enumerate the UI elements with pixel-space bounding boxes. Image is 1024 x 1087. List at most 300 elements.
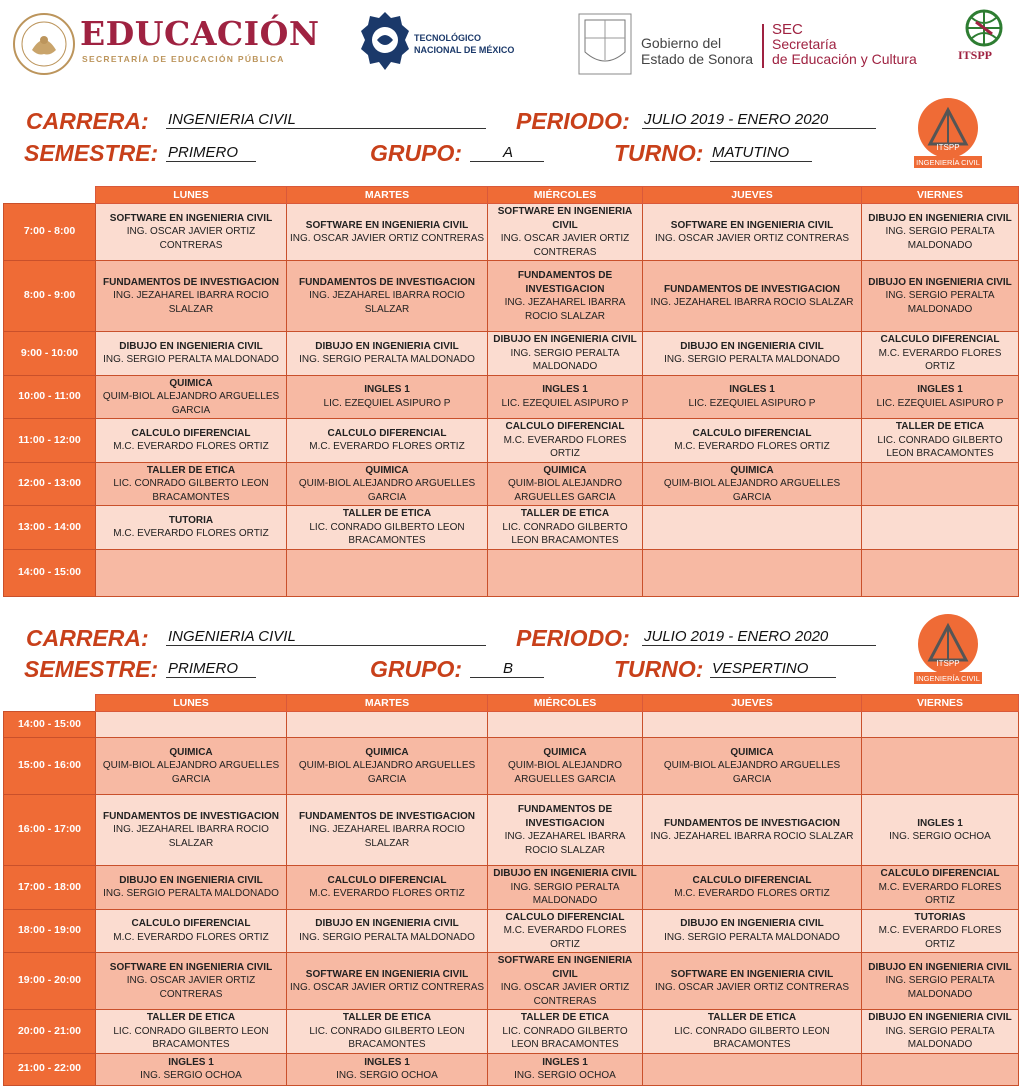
class-cell [643, 375, 862, 419]
civil-logo-text: ITSPP [936, 143, 960, 152]
teacher-name: ING. JEZAHAREL IBARRA ROCIO SLALZAR [113, 290, 269, 315]
class-cell [643, 1053, 862, 1085]
teacher-name: M.C. EVERARDO FLORES ORTIZ [503, 925, 627, 950]
teacher-name: LIC. CONRADO GILBERTO LEON BRACAMONTES [502, 1025, 628, 1050]
teacher-name: ING. SERGIO PERALTA MALDONADO [103, 354, 279, 366]
subject-name: CALCULO DIFERENCIAL [327, 874, 447, 886]
tecnm-name [414, 32, 514, 56]
teacher-name: LIC. CONRADO GILBERTO LEON BRACAMONTES [674, 1025, 830, 1050]
tecnm-gear-icon [360, 10, 410, 76]
sonora-shield-icon [577, 12, 633, 76]
teacher-name: ING. JEZAHAREL IBARRA ROCIO SLALZAR [309, 824, 465, 849]
schedule-table-group-b [3, 694, 1019, 1086]
semestre-label: SEMESTRE: [24, 140, 159, 166]
class-cell [488, 375, 643, 419]
class-cell [488, 712, 643, 738]
civil-logo-text: ITSPP [936, 659, 960, 668]
corner-cell [4, 187, 96, 204]
teacher-name: M.C. EVERARDO FLORES ORTIZ [113, 441, 269, 453]
subject-name: INGLES 1 [364, 384, 410, 396]
class-cell [643, 909, 862, 953]
sec-title: SEC [772, 21, 803, 38]
subject-name: TUTORIA [168, 514, 214, 526]
teacher-name: ING. SERGIO OCHOA [140, 1070, 242, 1081]
civil-logo-caption: INGENIERÍA CIVIL [916, 158, 980, 167]
class-cell [96, 332, 287, 376]
class-cell [862, 506, 1019, 550]
subject-name: DIBUJO EN INGENIERIA CIVIL [680, 918, 824, 930]
schedule-row [4, 419, 1019, 463]
teacher-name: M.C. EVERARDO FLORES ORTIZ [309, 888, 465, 900]
subject-name: SOFTWARE EN INGENIERIA CIVIL [497, 955, 633, 980]
teacher-name: ING. OSCAR JAVIER ORTIZ CONTRERAS [289, 982, 485, 993]
subject-name: DIBUJO EN INGENIERIA CIVIL [119, 340, 263, 352]
teacher-name: M.C. EVERARDO FLORES ORTIZ [878, 925, 1002, 950]
day-header: MARTES [287, 695, 488, 712]
day-header-row [4, 187, 1019, 204]
teacher-name: ING. SERGIO PERALTA MALDONADO [885, 1025, 995, 1050]
subject-name: FUNDAMENTOS DE INVESTIGACION [664, 283, 840, 295]
class-cell [488, 506, 643, 550]
semestre-label: SEMESTRE: [24, 656, 159, 682]
class-cell [287, 549, 488, 596]
day-header: JUEVES [643, 695, 862, 712]
time-slot: 10:00 - 11:00 [4, 375, 96, 419]
schedule-row [4, 204, 1019, 261]
time-slot: 18:00 - 19:00 [4, 909, 96, 953]
time-slot: 12:00 - 13:00 [4, 462, 96, 506]
grupo-label: GRUPO: [370, 140, 462, 166]
class-cell [96, 712, 287, 738]
time-slot: 14:00 - 15:00 [4, 549, 96, 596]
sec-line2: de Educación y Cultura [772, 51, 917, 67]
subject-name: FUNDAMENTOS DE INVESTIGACION [299, 810, 475, 822]
grupo-value: A [470, 144, 544, 162]
time-slot: 7:00 - 8:00 [4, 204, 96, 261]
schedule-row [4, 332, 1019, 376]
teacher-name: M.C. EVERARDO FLORES ORTIZ [113, 528, 269, 540]
itspp-globe-icon [962, 8, 1006, 48]
teacher-name: QUIM-BIOL ALEJANDRO ARGUELLES GARCIA [663, 760, 841, 785]
time-slot: 21:00 - 22:00 [4, 1053, 96, 1085]
teacher-name: ING. SERGIO OCHOA [889, 831, 991, 842]
time-slot: 19:00 - 20:00 [4, 953, 96, 1010]
sonora-line2: Estado de Sonora [641, 51, 754, 67]
subject-name: TALLER DE ETICA [146, 1012, 236, 1023]
subject-name: SOFTWARE EN INGENIERIA CIVIL [109, 212, 273, 224]
class-cell [287, 738, 488, 795]
subject-name: CALCULO DIFERENCIAL [692, 427, 812, 439]
teacher-name: ING. OSCAR JAVIER ORTIZ CONTRERAS [500, 233, 630, 258]
subject-name: INGLES 1 [917, 384, 963, 396]
class-cell [287, 332, 488, 376]
subject-name: CALCULO DIFERENCIAL [131, 427, 251, 439]
subject-name: QUIMICA [730, 464, 774, 476]
time-slot: 8:00 - 9:00 [4, 261, 96, 332]
schedule-row [4, 909, 1019, 953]
class-cell [643, 261, 862, 332]
tecnm-line1: TECNOLÓGICO [414, 33, 481, 43]
time-slot: 11:00 - 12:00 [4, 419, 96, 463]
carrera-label: CARRERA: [26, 625, 149, 651]
teacher-name: ING. SERGIO PERALTA MALDONADO [664, 354, 840, 366]
teacher-name: M.C. EVERARDO FLORES ORTIZ [113, 931, 269, 943]
class-cell [643, 506, 862, 550]
subject-name: INGLES 1 [168, 1056, 214, 1068]
teacher-name: ING. SERGIO PERALTA MALDONADO [885, 226, 995, 251]
time-slot: 13:00 - 14:00 [4, 506, 96, 550]
schedule-row [4, 549, 1019, 596]
class-cell [488, 549, 643, 596]
schedule-row [4, 261, 1019, 332]
class-cell [643, 204, 862, 261]
class-cell [287, 204, 488, 261]
sonora-name [641, 35, 753, 67]
subject-name: FUNDAMENTOS DE INVESTIGACION [299, 276, 475, 288]
teacher-name: LIC. CONRADO GILBERTO LEON BRACAMONTES [309, 521, 465, 546]
class-cell [96, 419, 287, 463]
teacher-name: ING. SERGIO PERALTA MALDONADO [510, 881, 620, 906]
semestre-value: PRIMERO [166, 144, 256, 162]
subject-name: DIBUJO EN INGENIERIA CIVIL [680, 340, 824, 352]
class-cell [488, 204, 643, 261]
day-header: MIÉRCOLES [488, 695, 643, 712]
civil-logo-caption: INGENIERÍA CIVIL [916, 674, 980, 683]
class-cell [862, 419, 1019, 463]
class-cell [287, 953, 488, 1010]
teacher-name: M.C. EVERARDO FLORES ORTIZ [309, 441, 465, 453]
subject-name: TALLER DE ETICA [342, 1012, 432, 1023]
subject-name: QUIMICA [365, 746, 409, 758]
class-cell [643, 462, 862, 506]
subject-name: SOFTWARE EN INGENIERIA CIVIL [670, 968, 834, 980]
teacher-name: QUIM-BIOL ALEJANDRO ARGUELLES GARCIA [102, 760, 280, 785]
subject-name: QUIMICA [543, 464, 587, 476]
day-header: LUNES [96, 695, 287, 712]
teacher-name: M.C. EVERARDO FLORES ORTIZ [503, 434, 627, 459]
turno-value: VESPERTINO [710, 660, 836, 678]
subject-name: TALLER DE ETICA [520, 1012, 610, 1023]
class-cell [862, 332, 1019, 376]
teacher-name: LIC. EZEQUIEL ASIPURO P [876, 397, 1004, 409]
class-cell [488, 866, 643, 910]
teacher-name: ING. SERGIO PERALTA MALDONADO [885, 975, 995, 1000]
mexico-seal-icon [12, 12, 76, 76]
carrera-value: INGENIERIA CIVIL [166, 628, 486, 646]
class-cell [862, 261, 1019, 332]
class-cell [488, 462, 643, 506]
class-cell [488, 1053, 643, 1085]
subject-name: TUTORIAS [914, 911, 966, 923]
subject-name: QUIMICA [730, 746, 774, 758]
subject-name: INGLES 1 [542, 1056, 588, 1068]
teacher-name: ING. OSCAR JAVIER ORTIZ CONTRERAS [500, 982, 630, 1007]
class-cell [287, 1010, 488, 1054]
teacher-name: M.C. EVERARDO FLORES ORTIZ [878, 881, 1002, 906]
teacher-name: M.C. EVERARDO FLORES ORTIZ [674, 888, 830, 900]
teacher-name: ING. OSCAR JAVIER ORTIZ CONTRERAS [126, 226, 256, 251]
turno-label: TURNO: [614, 140, 704, 166]
class-cell [488, 332, 643, 376]
class-cell [96, 204, 287, 261]
teacher-name: QUIM-BIOL ALEJANDRO ARGUELLES GARCIA [507, 760, 623, 785]
class-cell [643, 332, 862, 376]
subject-name: CALCULO DIFERENCIAL [505, 911, 625, 923]
class-cell [488, 953, 643, 1010]
class-cell [488, 1010, 643, 1054]
subject-name: QUIMICA [543, 746, 587, 758]
time-slot: 16:00 - 17:00 [4, 795, 96, 866]
subject-name: DIBUJO EN INGENIERIA CIVIL [868, 276, 1012, 288]
sec-line1: Secretaría [772, 36, 837, 52]
subject-name: INGLES 1 [917, 817, 963, 829]
class-cell [96, 375, 287, 419]
subject-name: INGLES 1 [542, 384, 588, 396]
teacher-name: ING. OSCAR JAVIER ORTIZ CONTRERAS [654, 982, 850, 993]
class-cell [96, 866, 287, 910]
subject-name: CALCULO DIFERENCIAL [131, 918, 251, 930]
day-header: MARTES [287, 187, 488, 204]
teacher-name: ING. JEZAHAREL IBARRA ROCIO SLALZAR [650, 831, 854, 842]
subject-name: TALLER DE ETICA [146, 464, 236, 476]
class-cell [287, 375, 488, 419]
class-cell [488, 419, 643, 463]
day-header: JUEVES [643, 187, 862, 204]
class-cell [643, 1010, 862, 1054]
periodo-label: PERIODO: [516, 108, 630, 134]
class-cell [287, 909, 488, 953]
subject-name: FUNDAMENTOS DE INVESTIGACION [517, 804, 613, 829]
class-cell [96, 795, 287, 866]
teacher-name: QUIM-BIOL ALEJANDRO ARGUELLES GARCIA [298, 478, 476, 503]
corner-cell [4, 695, 96, 712]
class-cell [96, 953, 287, 1010]
teacher-name: ING. JEZAHAREL IBARRA ROCIO SLALZAR [113, 824, 269, 849]
educacion-wordmark: EDUCACIÓN [80, 14, 320, 53]
teacher-name: QUIM-BIOL ALEJANDRO ARGUELLES GARCIA [507, 478, 623, 503]
class-cell [862, 1053, 1019, 1085]
day-header: MIÉRCOLES [488, 187, 643, 204]
teacher-name: ING. JEZAHAREL IBARRA ROCIO SLALZAR [650, 297, 854, 308]
class-cell [643, 419, 862, 463]
teacher-name: LIC. CONRADO GILBERTO LEON BRACAMONTES [309, 1025, 465, 1050]
subject-name: TALLER DE ETICA [520, 508, 610, 519]
teacher-name: ING. SERGIO PERALTA MALDONADO [664, 931, 840, 943]
carrera-value: INGENIERIA CIVIL [166, 111, 486, 129]
class-cell [862, 1010, 1019, 1054]
subject-name: SOFTWARE EN INGENIERIA CIVIL [305, 219, 469, 231]
time-slot: 9:00 - 10:00 [4, 332, 96, 376]
sec-divider [762, 24, 764, 68]
subject-name: CALCULO DIFERENCIAL [880, 334, 1000, 345]
class-cell [287, 795, 488, 866]
carrera-label: CARRERA: [26, 108, 149, 134]
schedule-row [4, 506, 1019, 550]
grupo-value: B [470, 660, 544, 678]
class-cell [643, 712, 862, 738]
teacher-name: ING. SERGIO PERALTA MALDONADO [885, 290, 995, 315]
class-cell [96, 462, 287, 506]
class-cell [643, 738, 862, 795]
teacher-name: QUIM-BIOL ALEJANDRO ARGUELLES GARCIA [102, 391, 280, 416]
subject-name: SOFTWARE EN INGENIERIA CIVIL [497, 206, 633, 231]
teacher-name: ING. SERGIO PERALTA MALDONADO [299, 354, 475, 366]
class-cell [488, 738, 643, 795]
schedule-row [4, 712, 1019, 738]
class-cell [862, 712, 1019, 738]
teacher-name: LIC. CONRADO GILBERTO LEON BRACAMONTES [113, 478, 269, 503]
civil-engineering-logo-icon [910, 96, 986, 170]
subject-name: QUIMICA [169, 377, 213, 389]
subject-name: CALCULO DIFERENCIAL [505, 421, 625, 432]
class-cell [287, 506, 488, 550]
logo-banner [0, 0, 1024, 88]
day-header-row [4, 695, 1019, 712]
class-cell [862, 549, 1019, 596]
class-cell [287, 1053, 488, 1085]
class-cell [287, 261, 488, 332]
subject-name: INGLES 1 [364, 1056, 410, 1068]
subject-name: CALCULO DIFERENCIAL [327, 427, 447, 439]
subject-name: DIBUJO EN INGENIERIA CIVIL [119, 874, 263, 886]
sec-name [772, 22, 917, 67]
teacher-name: ING. OSCAR JAVIER ORTIZ CONTRERAS [126, 975, 256, 1000]
schedule-row [4, 953, 1019, 1010]
subject-name: FUNDAMENTOS DE INVESTIGACION [103, 276, 279, 288]
class-cell [96, 506, 287, 550]
class-cell [862, 909, 1019, 953]
schedule-row [4, 738, 1019, 795]
class-cell [862, 738, 1019, 795]
teacher-name: QUIM-BIOL ALEJANDRO ARGUELLES GARCIA [298, 760, 476, 785]
periodo-label: PERIODO: [516, 625, 630, 651]
teacher-name: ING. JEZAHAREL IBARRA ROCIO SLALZAR [504, 297, 626, 322]
time-slot: 14:00 - 15:00 [4, 712, 96, 738]
subject-name: CALCULO DIFERENCIAL [880, 868, 1000, 879]
class-cell [643, 953, 862, 1010]
day-header: LUNES [96, 187, 287, 204]
teacher-name: LIC. CONRADO GILBERTO LEON BRACAMONTES [502, 521, 628, 546]
class-cell [488, 261, 643, 332]
civil-engineering-logo-icon [910, 612, 986, 686]
class-cell [96, 738, 287, 795]
time-slot: 15:00 - 16:00 [4, 738, 96, 795]
subject-name: QUIMICA [365, 464, 409, 476]
schedule-row [4, 795, 1019, 866]
subject-name: SOFTWARE EN INGENIERIA CIVIL [670, 219, 834, 231]
time-slot: 17:00 - 18:00 [4, 866, 96, 910]
subject-name: DIBUJO EN INGENIERIA CIVIL [868, 961, 1012, 973]
schedule-row [4, 1053, 1019, 1085]
schedule-row [4, 375, 1019, 419]
sep-subtitle: SECRETARÍA DE EDUCACIÓN PÚBLICA [82, 54, 285, 64]
class-cell [862, 204, 1019, 261]
teacher-name: QUIM-BIOL ALEJANDRO ARGUELLES GARCIA [663, 478, 841, 503]
sonora-line1: Gobierno del [641, 35, 722, 51]
subject-name: DIBUJO EN INGENIERIA CIVIL [315, 918, 459, 930]
subject-name: TALLER DE ETICA [895, 421, 985, 432]
class-cell [96, 549, 287, 596]
subject-name: QUIMICA [169, 746, 213, 758]
time-slot: 20:00 - 21:00 [4, 1010, 96, 1054]
subject-name: FUNDAMENTOS DE INVESTIGACION [103, 810, 279, 822]
periodo-value: JULIO 2019 - ENERO 2020 [642, 628, 876, 646]
class-cell [96, 1053, 287, 1085]
day-header: VIERNES [862, 695, 1019, 712]
class-cell [488, 909, 643, 953]
teacher-name: ING. JEZAHAREL IBARRA ROCIO SLALZAR [309, 290, 465, 315]
teacher-name: ING. OSCAR JAVIER ORTIZ CONTRERAS [289, 233, 485, 244]
teacher-name: ING. OSCAR JAVIER ORTIZ CONTRERAS [654, 233, 850, 244]
grupo-label: GRUPO: [370, 656, 462, 682]
teacher-name: ING. SERGIO PERALTA MALDONADO [510, 347, 620, 372]
class-cell [287, 712, 488, 738]
class-cell [287, 866, 488, 910]
periodo-value: JULIO 2019 - ENERO 2020 [642, 111, 876, 129]
subject-name: CALCULO DIFERENCIAL [692, 874, 812, 886]
class-cell [287, 462, 488, 506]
class-cell [643, 549, 862, 596]
class-cell [96, 1010, 287, 1054]
subject-name: DIBUJO EN INGENIERIA CIVIL [493, 868, 637, 879]
class-cell [643, 866, 862, 910]
class-cell [862, 375, 1019, 419]
subject-name: DIBUJO EN INGENIERIA CIVIL [493, 334, 637, 345]
teacher-name: M.C. EVERARDO FLORES ORTIZ [674, 441, 830, 453]
teacher-name: LIC. EZEQUIEL ASIPURO P [501, 397, 629, 409]
schedule-row [4, 462, 1019, 506]
class-cell [643, 795, 862, 866]
subject-name: DIBUJO EN INGENIERIA CIVIL [868, 212, 1012, 224]
teacher-name: ING. JEZAHAREL IBARRA ROCIO SLALZAR [504, 831, 626, 856]
class-cell [862, 462, 1019, 506]
day-header: VIERNES [862, 187, 1019, 204]
subject-name: SOFTWARE EN INGENIERIA CIVIL [109, 961, 273, 973]
class-cell [862, 953, 1019, 1010]
class-cell [862, 795, 1019, 866]
tecnm-line2: NACIONAL DE MÉXICO [414, 45, 515, 55]
subject-name: DIBUJO EN INGENIERIA CIVIL [315, 340, 459, 352]
subject-name: TALLER DE ETICA [342, 508, 432, 519]
subject-name: DIBUJO EN INGENIERIA CIVIL [868, 1012, 1012, 1023]
teacher-name: M.C. EVERARDO FLORES ORTIZ [878, 347, 1002, 372]
class-cell [96, 261, 287, 332]
class-cell [287, 419, 488, 463]
teacher-name: LIC. EZEQUIEL ASIPURO P [323, 397, 451, 409]
schedule-row [4, 1010, 1019, 1054]
teacher-name: LIC. EZEQUIEL ASIPURO P [688, 397, 816, 409]
class-cell [488, 795, 643, 866]
class-cell [862, 866, 1019, 910]
schedule-table-group-a [3, 186, 1019, 597]
teacher-name: ING. SERGIO PERALTA MALDONADO [103, 888, 279, 900]
semestre-value: PRIMERO [166, 660, 256, 678]
teacher-name: ING. SERGIO PERALTA MALDONADO [299, 931, 475, 943]
turno-value: MATUTINO [710, 144, 812, 162]
subject-name: FUNDAMENTOS DE INVESTIGACION [517, 270, 613, 295]
teacher-name: ING. SERGIO OCHOA [514, 1070, 616, 1081]
teacher-name: ING. SERGIO OCHOA [336, 1070, 438, 1081]
class-cell [96, 909, 287, 953]
teacher-name: LIC. CONRADO GILBERTO LEON BRACAMONTES [877, 434, 1003, 459]
subject-name: TALLER DE ETICA [707, 1012, 797, 1023]
itspp-wordmark: ITSPP [958, 48, 993, 62]
teacher-name: LIC. CONRADO GILBERTO LEON BRACAMONTES [113, 1025, 269, 1050]
schedule-row [4, 866, 1019, 910]
subject-name: SOFTWARE EN INGENIERIA CIVIL [305, 968, 469, 980]
subject-name: INGLES 1 [729, 384, 775, 396]
turno-label: TURNO: [614, 656, 704, 682]
